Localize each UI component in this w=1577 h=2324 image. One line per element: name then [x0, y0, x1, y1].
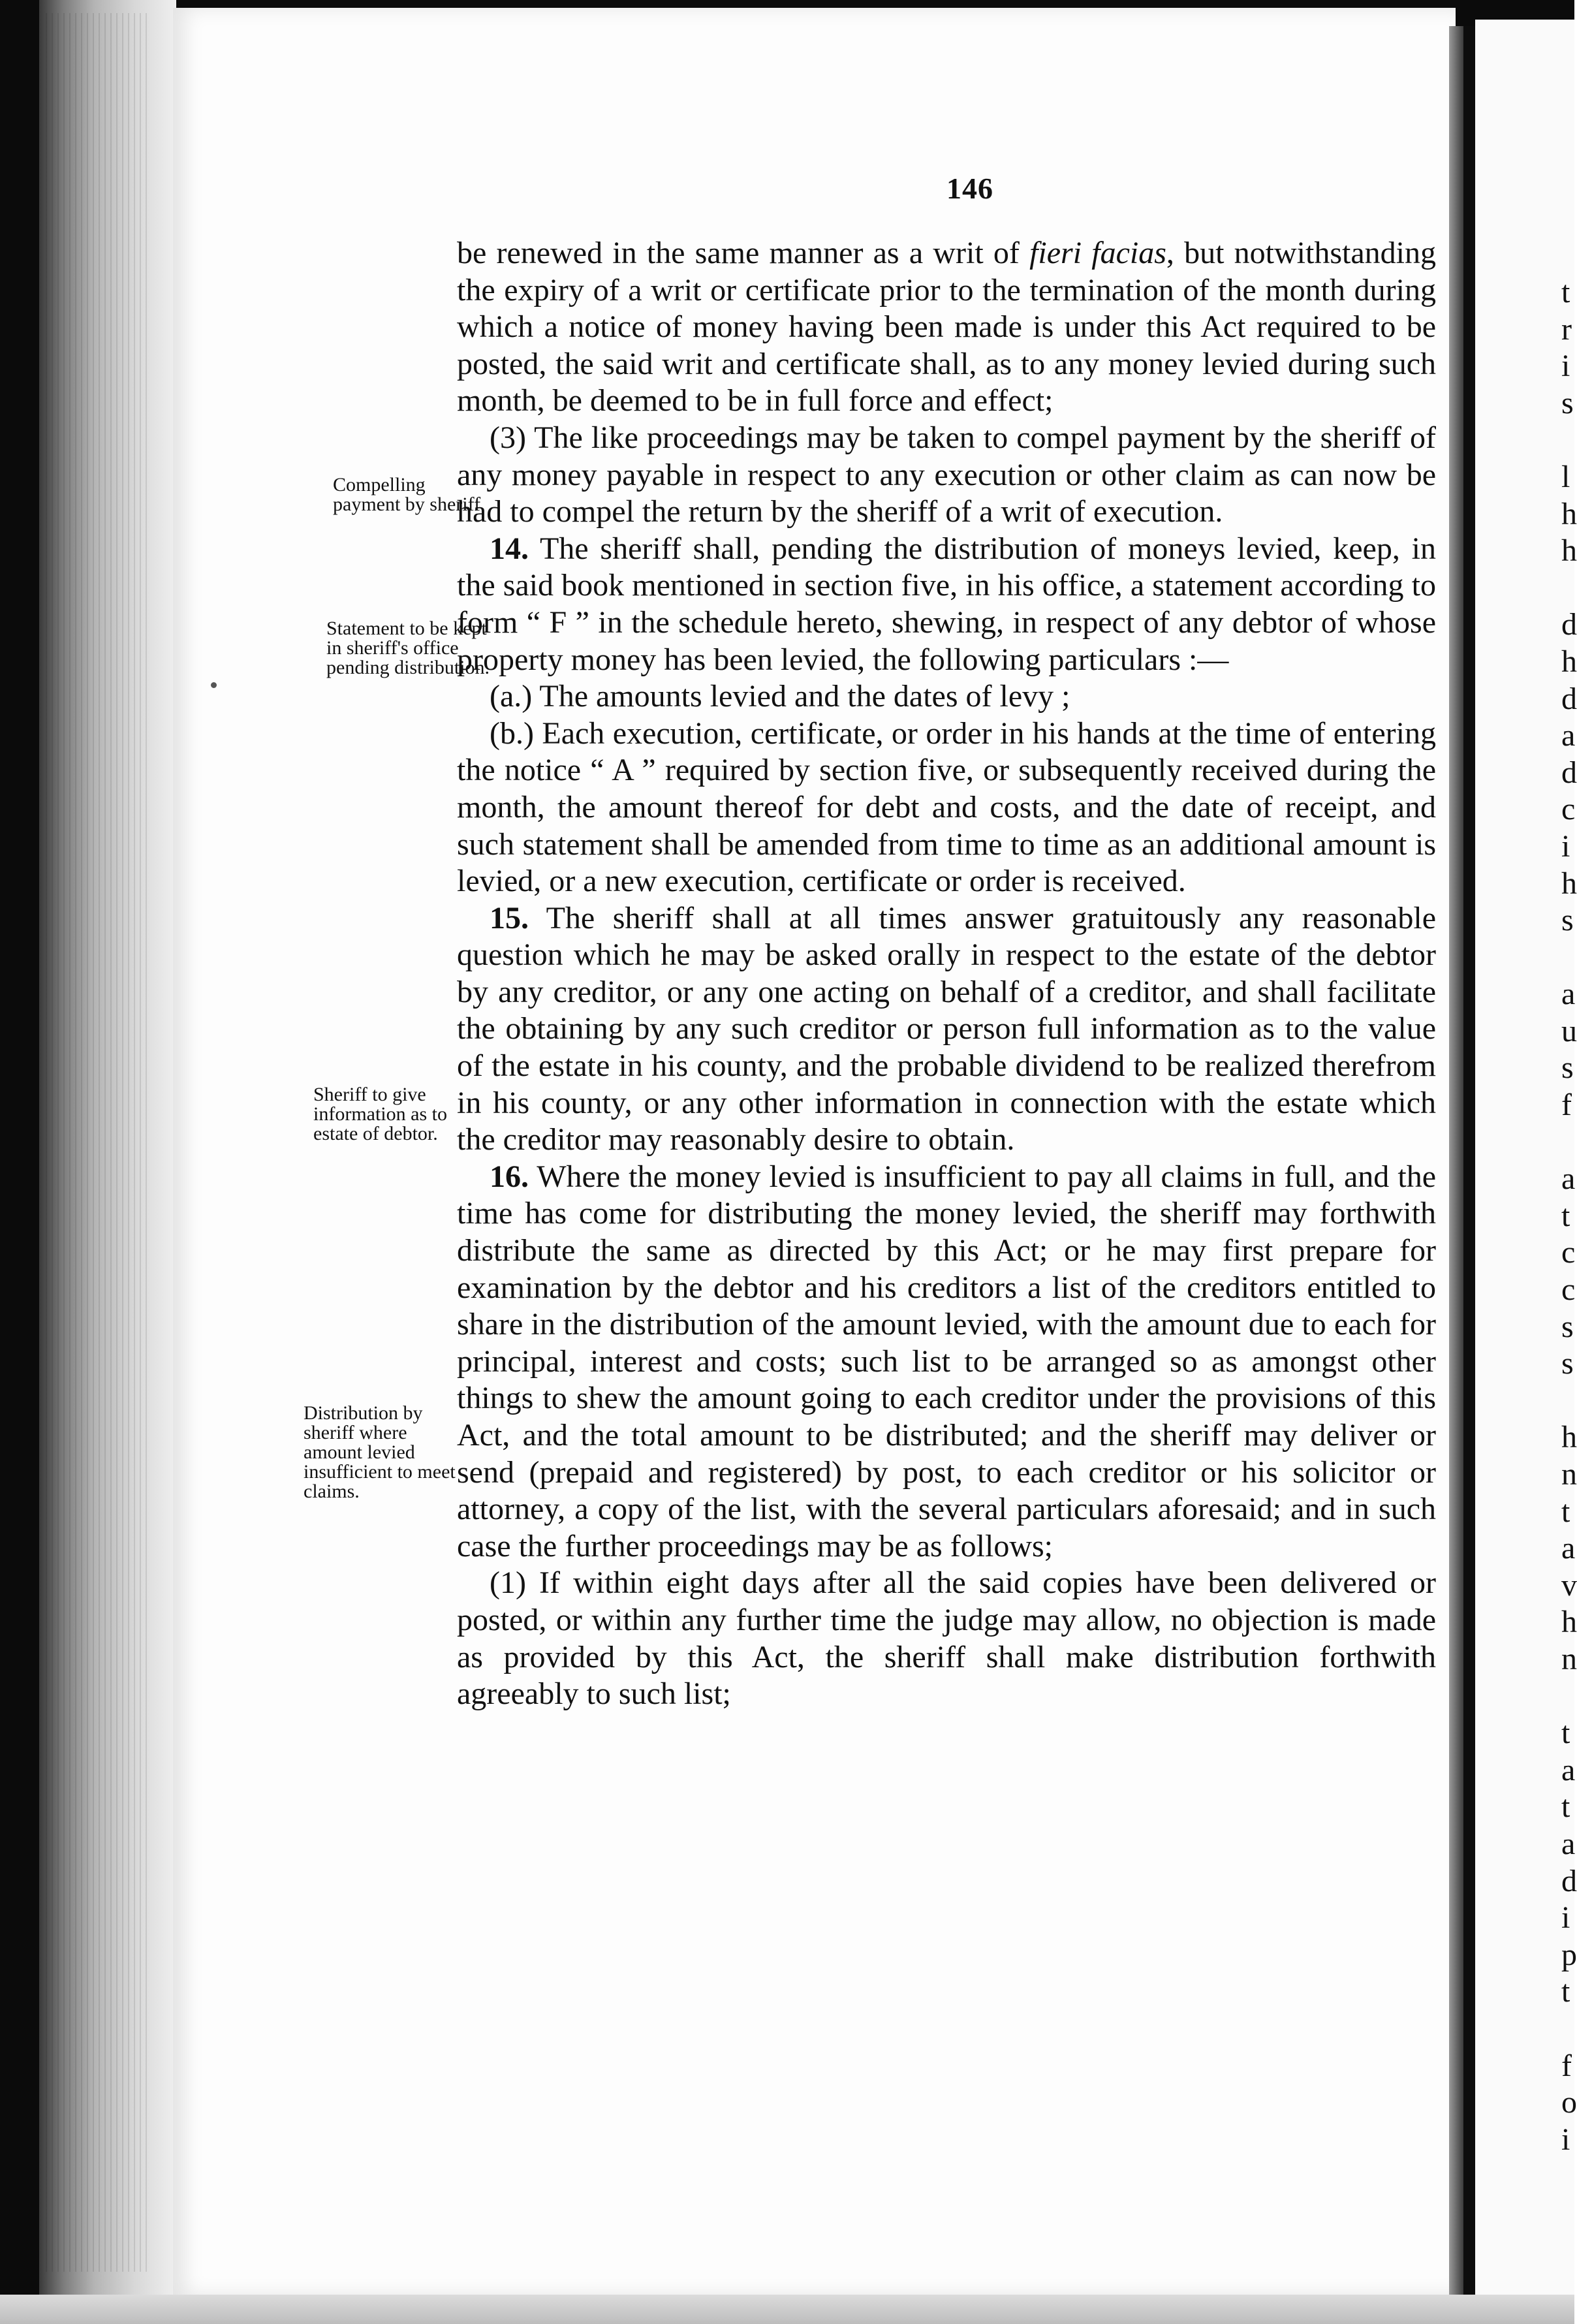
fragment: h — [1561, 496, 1577, 531]
fragment: p — [1561, 1937, 1577, 1972]
fragment: r — [1561, 311, 1572, 347]
fragment: s — [1561, 903, 1574, 938]
fragment: t — [1561, 1494, 1570, 1529]
fragment — [1561, 570, 1574, 607]
section-number: 15. — [490, 900, 529, 935]
margin-note-distribution: Distribution by sheriff where amount levied insufficient to meet claims. — [304, 1402, 456, 1502]
italic-term: fieri facias — [1029, 236, 1166, 270]
body-text — [457, 235, 1436, 1713]
scan-bottom-border — [0, 2295, 1574, 2324]
section-number: 14. — [490, 531, 529, 566]
page-right-shadow — [1449, 26, 1463, 2311]
facing-page-text-fragments — [1561, 274, 1577, 2158]
fragment — [1561, 422, 1574, 459]
fragment: h — [1561, 533, 1577, 569]
fragment — [1561, 939, 1574, 977]
text-run: , but notwithstanding the expiry of a writ or certificate prior to the termination of the month during which a notice of money having been made is under this Act required to be posted, the said writ and certificate shall, as to any money levied during such month, be deemed to be in full force and effect; — [457, 236, 1436, 418]
fragment: t — [1561, 1716, 1570, 1751]
fragment: h — [1561, 1605, 1577, 1640]
fragment: h — [1561, 1420, 1577, 1455]
fragment: f — [1561, 1088, 1572, 1123]
section-14 — [457, 531, 1436, 678]
section-14-item-a: (a.) The amounts levied and the dates of levy ; — [490, 679, 1070, 714]
fragment: l — [1561, 459, 1570, 494]
fragment — [1561, 1678, 1574, 1716]
fragment: t — [1561, 275, 1570, 309]
paragraph-subsection-3: (3) The like proceedings may be taken to compel payment by the sheriff of any money payable in respect to any execution or other claim as can now be had to compel the return by the sheriff of a writ of execution. — [457, 420, 1436, 529]
section-15 — [457, 900, 1436, 1159]
fragment: c — [1561, 792, 1576, 827]
fragment: d — [1561, 755, 1577, 790]
section-text: The sheriff shall at all times answer gratuitously any reasonable question which he may be asked orally in respect to the estate of the debtor by any creditor, or any one acting on behalf of a creditor, and shall facilitate the obtaining by any such creditor or person full information as to the value of the estate in his county, and the probable dividend to be realized therefrom in his county, or any other information in connection with the estate which the creditor may reasonably desire to obtain. — [457, 900, 1436, 1157]
scan-left-border — [0, 0, 39, 2324]
fragment: a — [1561, 718, 1576, 753]
fragment: s — [1561, 1309, 1574, 1344]
fragment: s — [1561, 1346, 1574, 1381]
fragment: c — [1561, 1272, 1576, 1308]
section-14-item-b: (b.) Each execution, certificate, or order in his hands at the time of entering the notice “ A ” required by section five, or subsequently received during the month, the amount thereof for debt and costs, and the date of receipt, and such statement shall be amended from time to time as an additional amount is levied, or a new execution, certificate or order is received. — [457, 715, 1436, 899]
fragment: s — [1561, 1050, 1574, 1086]
fragment: d — [1561, 1863, 1577, 1898]
fragment: i — [1561, 1900, 1570, 1936]
fragment: a — [1561, 1531, 1576, 1566]
page-number: 146 — [946, 172, 993, 205]
fragment: u — [1561, 1013, 1577, 1048]
fragment: h — [1561, 644, 1577, 679]
margin-note-statement: Statement to be kept in sheriff's office pending distribution. — [326, 618, 490, 678]
fragment: a — [1561, 977, 1576, 1012]
fragment — [1561, 1124, 1574, 1161]
ink-speck — [211, 682, 217, 688]
fragment: c — [1561, 1235, 1576, 1270]
fragment: t — [1561, 1198, 1570, 1233]
fragment: t — [1561, 1974, 1570, 2009]
fragment: a — [1561, 1161, 1576, 1197]
fragment: d — [1561, 607, 1577, 642]
fragment — [1561, 1383, 1574, 1420]
fragment: n — [1561, 1457, 1577, 1492]
fragment: a — [1561, 1752, 1576, 1787]
fragment: a — [1561, 1826, 1576, 1861]
fragment: t — [1561, 1789, 1570, 1825]
text-run: be renewed in the same manner as a writ of — [457, 236, 1030, 270]
facing-page-edge — [1475, 20, 1577, 2324]
page-edges-stack — [46, 13, 150, 2272]
spine-divider — [1463, 26, 1475, 2311]
margin-note-compelling-payment: Compelling payment by sheriff. — [333, 474, 486, 515]
section-text: The sheriff shall, pending the distribution of moneys levied, keep, in the said book mentioned in section five, in his office, a statement according to form “ F ” in the schedule hereto, shewing, in respect of any debtor of whose property money has been levied, the following particulars :— — [457, 531, 1436, 677]
fragment: v — [1561, 1567, 1577, 1603]
section-text: Where the money levied is insufficient to pay all claims in full, and the time has come for distributing the money levied, the sheriff may forthwith distribute the same as directed by this Act; or he may first prepare for examination by the debtor and his creditors a list of the creditors entitled to share in the distribution of the amount levied, with the amount due to each for principal, interest and costs; such list to be arranged so as amongst other things to shew the amount going to each creditor under the provisions of this Act, and the total amount to be distributed; and the sheriff may deliver or send (prepaid and registered) by post, to each creditor or his solicitor or attorney, a copy of the list, with the several particulars aforesaid; and in such case the further proceedings may be as follows; — [457, 1159, 1436, 1563]
paragraph-continuation — [457, 235, 1436, 420]
fragment: f — [1561, 2048, 1572, 2083]
fragment: s — [1561, 385, 1574, 420]
fragment: h — [1561, 866, 1577, 901]
margin-note-sheriff-information: Sheriff to give information as to estate of debtor. — [313, 1084, 447, 1144]
fragment: i — [1561, 2122, 1570, 2157]
fragment: i — [1561, 828, 1570, 864]
fragment — [1561, 2011, 1574, 2048]
section-16-item-1: (1) If within eight days after all the said copies have been delivered or posted, or within any further time the judge may allow, no objection is made as provided by this Act, the sheriff shall make distribution forthwith agreeably to such list; — [457, 1565, 1436, 1712]
section-16 — [457, 1159, 1436, 1565]
fragment: i — [1561, 349, 1570, 384]
fragment: n — [1561, 1641, 1577, 1676]
fragment: d — [1561, 681, 1577, 716]
fragment: o — [1561, 2085, 1577, 2120]
section-number: 16. — [490, 1159, 529, 1194]
